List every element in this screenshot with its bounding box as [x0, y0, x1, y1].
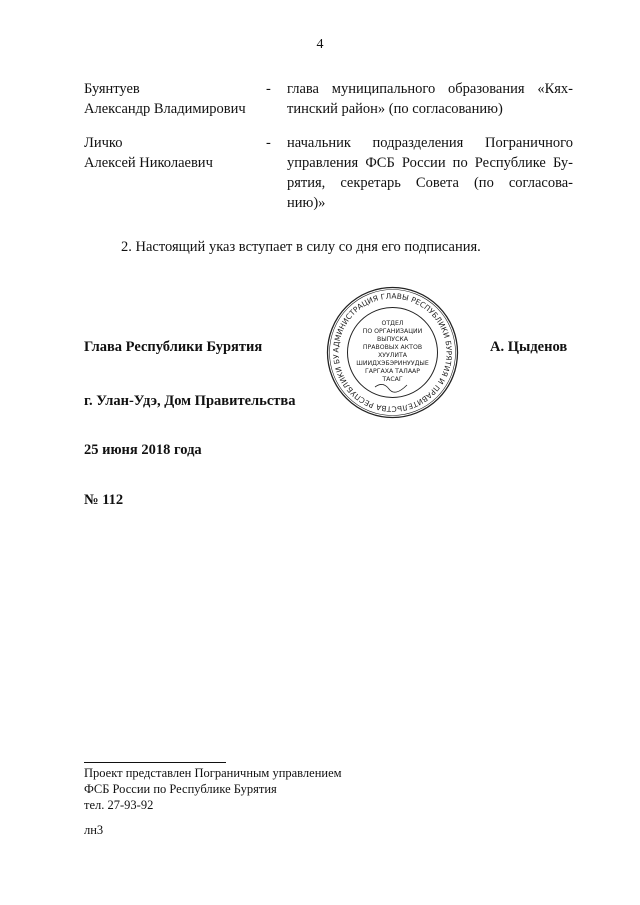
stamp-center-line: ТАСАГ — [382, 376, 403, 383]
effective-date-paragraph: 2. Настоящий указ вступает в силу со дня его подписания. — [121, 239, 481, 255]
role-line: глава муниципального образования «Кях- — [287, 81, 573, 97]
role-line: начальник подразделения Пограничного — [287, 135, 573, 151]
stamp-center-line: ПО ОРГАНИЗАЦИИ — [362, 328, 423, 335]
stamp-ring-text: АДМИНИСТРАЦИЯ ГЛАВЫ РЕСПУБЛИКИ БУРЯТИЯ И ПРАВИТЕЛЬСТВА РЕСПУБЛИКИ БУ — [331, 291, 454, 414]
member-given-names: Алексей Николаевич — [84, 155, 213, 171]
member-role — [287, 79, 573, 119]
member-dash: - — [266, 81, 271, 97]
signer-position: Глава Республики Бурятия — [84, 339, 263, 355]
signing-place: г. Улан-Удэ, Дом Правительства — [84, 393, 296, 409]
role-line: нию)» — [287, 195, 326, 211]
member-surname: Буянтуев — [84, 81, 140, 97]
stamp-center-line: ХУУЛИТА — [377, 352, 408, 359]
role-line: рятия, секретарь Совета (по согласова- — [287, 175, 573, 191]
signer-name: А. Цыденов — [490, 339, 568, 355]
role-line: тинский район» (по согласованию) — [287, 101, 503, 117]
official-stamp — [325, 285, 460, 420]
member-dash: - — [266, 135, 271, 151]
stamp-center-line: ВЫПУСКА — [376, 336, 409, 343]
stamp-center-line: ШИИДХЭБЭРИНУУДЫЕ — [356, 360, 429, 367]
stamp-center-line: ГАРГАХА ТАЛААР — [364, 368, 421, 375]
member-surname: Личко — [84, 135, 123, 151]
footnote-divider — [84, 762, 226, 763]
member-name — [84, 79, 274, 119]
page-number: 4 — [316, 37, 324, 52]
stamp-seal-graphic — [325, 285, 460, 420]
signing-date: 25 июня 2018 года — [84, 442, 202, 458]
stamp-center-line: ПРАВОВЫХ АКТОВ — [362, 344, 423, 351]
decree-number: № 112 — [84, 492, 124, 508]
member-role — [287, 133, 573, 213]
footer-line: Проект представлен Пограничным управлением — [84, 766, 342, 780]
footer-phone: тел. 27-93-92 — [84, 798, 154, 812]
footer-code: лн3 — [84, 823, 104, 837]
member-given-names: Александр Владимирович — [84, 101, 246, 117]
footer-line: ФСБ России по Республике Бурятия — [84, 782, 277, 796]
stamp-center-line: ОТДЕЛ — [381, 320, 404, 327]
member-name — [84, 133, 274, 173]
role-line: управления ФСБ России по Республике Бу- — [287, 155, 573, 171]
stamp-signature-scribble — [375, 384, 407, 392]
